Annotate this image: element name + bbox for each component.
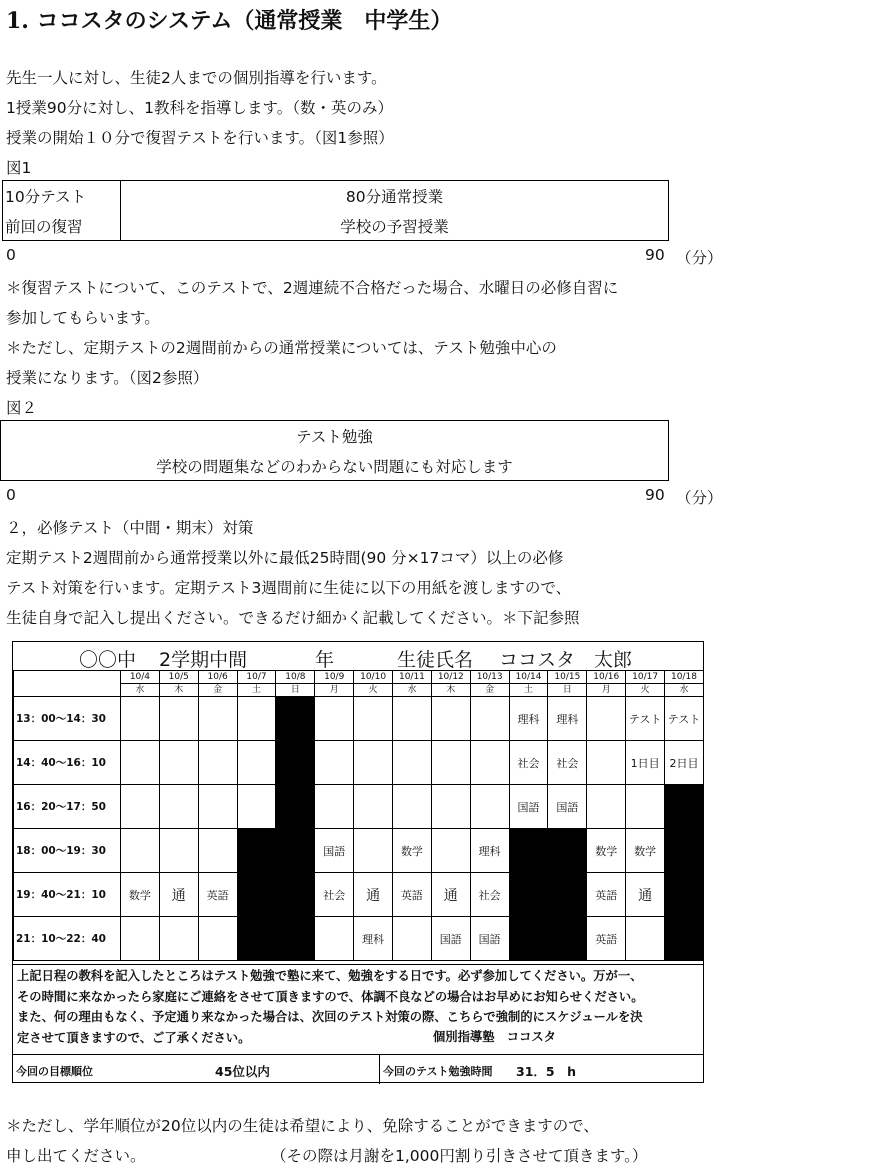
schedule-cell: 通 xyxy=(626,873,665,917)
date-cell: 10/12 xyxy=(431,671,470,684)
date-cell: 10/7 xyxy=(237,671,276,684)
blocked-cell xyxy=(276,741,315,785)
blocked-cell xyxy=(276,785,315,829)
schedule-cell: 理科 xyxy=(509,697,548,741)
schedule-cell xyxy=(315,697,354,741)
schedule-cell xyxy=(198,785,237,829)
schedule-cell: 通 xyxy=(159,873,198,917)
figure-2-box xyxy=(0,420,669,481)
weekday-cell: 月 xyxy=(315,684,354,697)
schedule-cell: テスト xyxy=(626,697,665,741)
intro-line-1: 先生一人に対し、生徒2人までの個別指導を行います。 xyxy=(6,69,387,87)
study-time-value: 31．5 h xyxy=(516,1064,576,1079)
schedule-grid xyxy=(13,670,704,961)
date-cell: 10/11 xyxy=(393,671,432,684)
weekday-cell: 日 xyxy=(276,684,315,697)
schedule-term: 2学期中間 xyxy=(159,649,248,671)
weekday-cell: 水 xyxy=(121,684,160,697)
note-line-4: 授業になります。（図2参照） xyxy=(6,369,209,387)
schedule-cell xyxy=(470,697,509,741)
schedule-cell xyxy=(354,741,393,785)
schedule-cell: 社会 xyxy=(315,873,354,917)
schedule-cell: 国語 xyxy=(509,785,548,829)
schedule-cell: 通 xyxy=(354,873,393,917)
schedule-cell xyxy=(431,741,470,785)
page-title: 1. ココスタのシステム（通常授業 中学生） xyxy=(6,8,453,34)
date-cell: 10/9 xyxy=(315,671,354,684)
blocked-cell xyxy=(665,917,704,961)
figure-2-support-label: 学校の問題集などのわからない問題にも対応します xyxy=(156,458,513,476)
weekday-cell: 土 xyxy=(509,684,548,697)
schedule-cell: 1日目 xyxy=(626,741,665,785)
note-line-2: 参加してもらいます。 xyxy=(6,309,160,327)
blocked-cell xyxy=(276,917,315,961)
schedule-cell xyxy=(121,829,160,873)
blocked-cell xyxy=(276,829,315,873)
time-slot-row xyxy=(14,917,704,961)
figure-1-axis-unit: （分） xyxy=(676,249,723,267)
closing-line-1: ＊ただし、学年順位が20位以内の生徒は希望により、免除することができますので、 xyxy=(6,1117,599,1135)
blocked-cell xyxy=(665,829,704,873)
date-cell: 10/14 xyxy=(509,671,548,684)
schedule-cell: 国語 xyxy=(548,785,587,829)
weekday-cell: 土 xyxy=(237,684,276,697)
schedule-cell: 英語 xyxy=(198,873,237,917)
section-2-line-3: 生徒自身で記入し提出ください。できるだけ細かく記載してください。＊下記参照 xyxy=(6,609,580,627)
date-cell: 10/13 xyxy=(470,671,509,684)
notice-line-3: また、何の理由もなく、予定通り来なかった場合は、次回のテスト対策の際、こちらで強制的にスケジュールを決 xyxy=(17,1010,643,1024)
schedule-cell: 数学 xyxy=(121,873,160,917)
schedule-cell: 英語 xyxy=(587,873,626,917)
figure-2-label: 図２ xyxy=(6,399,38,417)
figure-1-box xyxy=(2,180,669,241)
schedule-cell: 国語 xyxy=(470,917,509,961)
blocked-cell xyxy=(276,873,315,917)
date-row xyxy=(14,671,704,684)
schedule-cell xyxy=(121,741,160,785)
schedule-cell: 数学 xyxy=(393,829,432,873)
schedule-cell: 数学 xyxy=(626,829,665,873)
schedule-cell: 英語 xyxy=(587,917,626,961)
schedule-cell xyxy=(121,697,160,741)
time-slot-row xyxy=(14,697,704,741)
schedule-cell: 理科 xyxy=(354,917,393,961)
schedule-cell xyxy=(354,829,393,873)
closing-line-2: 申し出てください。 xyxy=(6,1147,146,1165)
schedule-cell: 国語 xyxy=(431,917,470,961)
weekday-cell: 金 xyxy=(470,684,509,697)
time-slot-label: 16：20〜17：50 xyxy=(14,785,121,829)
schedule-cell xyxy=(393,741,432,785)
time-slot-label: 18：00〜19：30 xyxy=(14,829,121,873)
schedule-cell: 数学 xyxy=(587,829,626,873)
schedule-cell xyxy=(159,917,198,961)
blocked-cell xyxy=(665,873,704,917)
section-2-line-2: テスト対策を行います。定期テスト3週間前に生徒に以下の用紙を渡しますので、 xyxy=(6,579,572,597)
weekday-row xyxy=(14,684,704,697)
schedule-cell xyxy=(587,697,626,741)
schedule-cell xyxy=(626,785,665,829)
schedule-school: 〇〇中 xyxy=(79,649,137,671)
study-time-label: 今回のテスト勉強時間 xyxy=(383,1065,493,1078)
blocked-cell xyxy=(237,873,276,917)
date-cell: 10/8 xyxy=(276,671,315,684)
schedule-cell xyxy=(159,829,198,873)
date-cell: 10/17 xyxy=(626,671,665,684)
schedule-cell xyxy=(159,785,198,829)
schedule-cell: 英語 xyxy=(393,873,432,917)
target-rank-value: 45位以内 xyxy=(215,1064,270,1079)
section-2-heading: ２，必修テスト（中間・期末）対策 xyxy=(6,519,254,537)
schedule-cell: 社会 xyxy=(548,741,587,785)
figure-2-axis-end: 90 xyxy=(645,486,665,504)
schedule-cell xyxy=(354,697,393,741)
blocked-cell xyxy=(276,697,315,741)
figure-2-axis-unit: （分） xyxy=(676,489,723,507)
schedule-cell xyxy=(237,785,276,829)
schedule-cell xyxy=(198,829,237,873)
weekday-cell: 金 xyxy=(198,684,237,697)
weekday-cell: 木 xyxy=(159,684,198,697)
schedule-cell: 理科 xyxy=(548,697,587,741)
schedule-cell: 社会 xyxy=(470,873,509,917)
figure-1-test-label: 10分テスト xyxy=(5,188,87,206)
time-slot-row xyxy=(14,741,704,785)
schedule-student-name: ココスタ 太郎 xyxy=(499,649,633,671)
section-2-line-1: 定期テスト2週間前から通常授業以外に最低25時間(90 分×17コマ）以上の必修 xyxy=(6,549,564,567)
weekday-cell: 火 xyxy=(354,684,393,697)
schedule-cell xyxy=(587,785,626,829)
schedule-cell xyxy=(159,741,198,785)
note-line-3: ＊ただし、定期テストの2週間前からの通常授業については、テスト勉強中心の xyxy=(6,339,557,357)
figure-1-axis-end: 90 xyxy=(645,246,665,264)
schedule-cell xyxy=(237,697,276,741)
note-line-1: ＊復習テストについて、このテストで、2週連続不合格だった場合、水曜日の必修自習に xyxy=(6,279,619,297)
schedule-header xyxy=(13,642,703,671)
schedule-notice xyxy=(13,964,703,1054)
date-cell: 10/5 xyxy=(159,671,198,684)
schedule-cell xyxy=(121,785,160,829)
schedule-cell: テスト xyxy=(665,697,704,741)
blocked-cell xyxy=(548,873,587,917)
corner-cell xyxy=(14,684,121,697)
schedule-cell xyxy=(315,917,354,961)
time-slot-row xyxy=(14,873,704,917)
schedule-cell xyxy=(237,741,276,785)
date-cell: 10/16 xyxy=(587,671,626,684)
figure-2-study-label: テスト勉強 xyxy=(296,428,373,446)
date-cell: 10/18 xyxy=(665,671,704,684)
schedule-cell xyxy=(393,697,432,741)
schedule-cell: 理科 xyxy=(470,829,509,873)
time-slot-label: 21：10〜22：40 xyxy=(14,917,121,961)
intro-line-2: 1授業90分に対し、1教科を指導します。（数・英のみ） xyxy=(6,99,393,117)
blocked-cell xyxy=(548,829,587,873)
date-cell: 10/10 xyxy=(354,671,393,684)
schedule-cell xyxy=(315,741,354,785)
schedule-cell xyxy=(587,741,626,785)
schedule-cell xyxy=(470,785,509,829)
schedule-cell xyxy=(198,697,237,741)
schedule-cell xyxy=(393,917,432,961)
schedule-cell xyxy=(198,917,237,961)
figure-1-review-label: 前回の復習 xyxy=(5,218,83,236)
intro-line-3: 授業の開始１０分で復習テストを行います。（図1参照） xyxy=(6,129,394,147)
blocked-cell xyxy=(548,917,587,961)
weekday-cell: 日 xyxy=(548,684,587,697)
target-rank-label: 今回の目標順位 xyxy=(16,1065,93,1078)
weekday-cell: 木 xyxy=(431,684,470,697)
date-cell: 10/15 xyxy=(548,671,587,684)
schedule-cell xyxy=(393,785,432,829)
footer-divider xyxy=(379,1055,380,1084)
blocked-cell xyxy=(509,829,548,873)
figure-1-preview-label: 学校の予習授業 xyxy=(340,218,449,236)
figure-1-axis-start: 0 xyxy=(6,246,16,264)
weekday-cell: 月 xyxy=(587,684,626,697)
blocked-cell xyxy=(509,917,548,961)
time-slot-row xyxy=(14,829,704,873)
schedule-cell xyxy=(626,917,665,961)
weekday-cell: 水 xyxy=(393,684,432,697)
blocked-cell xyxy=(237,917,276,961)
blocked-cell xyxy=(665,785,704,829)
notice-line-4: 定させて頂きますので、ご了承ください。 xyxy=(17,1030,251,1045)
schedule-footer xyxy=(13,1054,703,1084)
time-slot-label: 14：40〜16：10 xyxy=(14,741,121,785)
weekday-cell: 水 xyxy=(665,684,704,697)
figure-2-axis-start: 0 xyxy=(6,486,16,504)
time-slot-label: 19：40〜21：10 xyxy=(14,873,121,917)
schedule-cell xyxy=(198,741,237,785)
figure-1-lesson-label: 80分通常授業 xyxy=(345,188,444,206)
schedule-cell: 社会 xyxy=(509,741,548,785)
schedule-cell xyxy=(431,829,470,873)
school-signature: 個別指導塾 ココスタ xyxy=(433,1030,556,1044)
closing-discount-note: （その際は月謝を1,000円割り引きさせて頂きます。） xyxy=(271,1147,648,1165)
date-cell: 10/6 xyxy=(198,671,237,684)
time-slot-row xyxy=(14,785,704,829)
schedule-student-label: 生徒氏名 xyxy=(397,649,474,671)
test-schedule-sheet xyxy=(12,641,704,1083)
blocked-cell xyxy=(237,829,276,873)
schedule-cell xyxy=(354,785,393,829)
blocked-cell xyxy=(509,873,548,917)
schedule-year: 年 xyxy=(315,649,335,671)
schedule-cell xyxy=(159,697,198,741)
schedule-cell xyxy=(470,741,509,785)
notice-line-1: 上記日程の教科を記入したところはテスト勉強で塾に来て、勉強をする日です。必ず参加してください。万が一、 xyxy=(17,969,643,983)
date-cell: 10/4 xyxy=(121,671,160,684)
schedule-cell: 通 xyxy=(431,873,470,917)
schedule-cell: 2日目 xyxy=(665,741,704,785)
schedule-cell: 国語 xyxy=(315,829,354,873)
schedule-cell xyxy=(431,697,470,741)
corner-cell xyxy=(14,671,121,684)
time-slot-label: 13：00〜14：30 xyxy=(14,697,121,741)
schedule-cell xyxy=(431,785,470,829)
notice-line-2: その時間に来なかったら家庭にご連絡をさせて頂きますので、体調不良などの場合はお早めにお知らせください。 xyxy=(17,989,644,1004)
weekday-cell: 火 xyxy=(626,684,665,697)
schedule-cell xyxy=(121,917,160,961)
schedule-cell xyxy=(315,785,354,829)
figure-1-label: 図1 xyxy=(6,159,32,177)
